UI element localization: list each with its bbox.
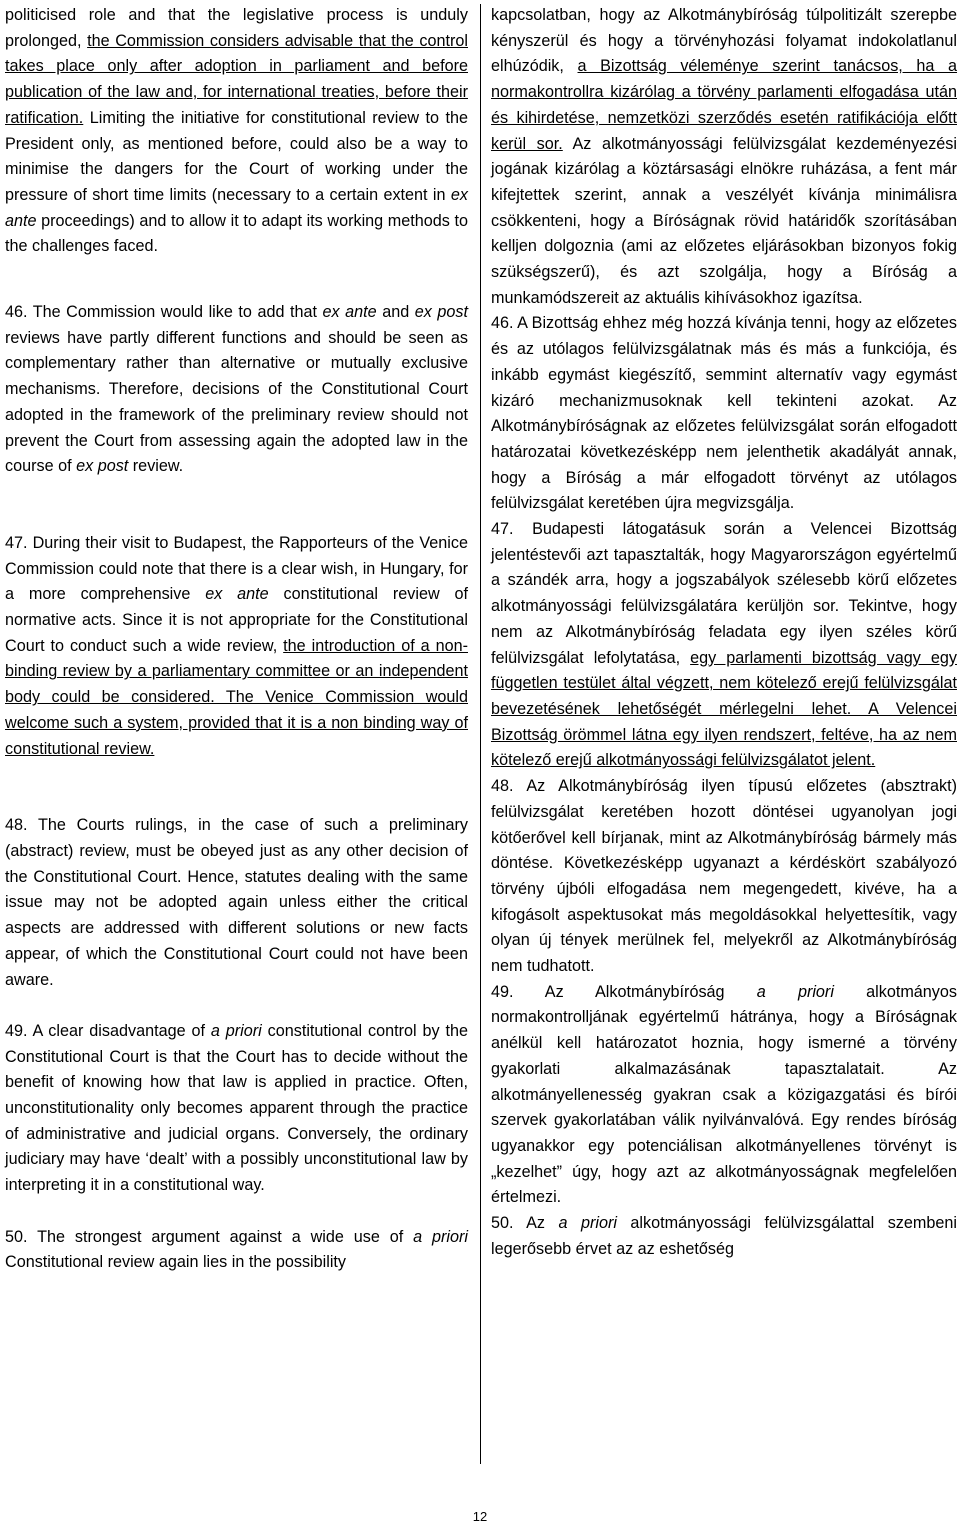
text-run: a Bizottság véleménye szerint tanácsos, ha a normakontrollra kizárólag a törvény parlamenti elfogadása után és kihirdetése, nemzetközi szerződés esetén ratifikációja előtt kerül sor. <box>491 57 958 153</box>
text-run: a priori <box>210 1021 262 1040</box>
text-run: a priori <box>558 1214 617 1233</box>
text-run: reviews have partly different functions and should be seen as complementary rather than alternative or mutually exclusive mechanisms. Therefore, decisions of the Constitutional Court adopted in the framework of the preliminary review should not prevent the Court from assessing again the adopted law in the course of <box>5 328 468 476</box>
paragraph-hu-continued <box>491 3 957 311</box>
text-run: 49. Az Alkotmánybíróság <box>491 982 757 1001</box>
text-run: ex post <box>414 303 468 322</box>
text-run: 46. The Commission would like to add that <box>5 303 323 322</box>
paragraph-hu-47 <box>491 517 957 774</box>
text-run: 50. Az <box>491 1214 559 1233</box>
paragraph-en-46 <box>5 300 468 480</box>
text-run: Az alkotmányossági felülvizsgálat kezdeményezési jogának kizárólag a köztársasági elnökre ruházása, a fent már kifejtettek szerint, annak a veszélyét kívánja minimálisra csökkenteni, hogy a Bíróságnak rövid határidők szorításában kelljen dolgoznia (ami az előzetes eljárásokban bizonyos fokig szükségszerű), és azt szolgálja, hogy a Bíróság a munkamódszereit az aktuális kihívásokhoz igazítsa. <box>491 134 957 307</box>
text-run: kapcsolatban, hogy az Alkotmánybíróság túlpolitizált szerepbe kényszerül és hogy a törvényhozási folyamat indokolatlanul elhúzódik, <box>491 6 957 76</box>
text-run: ex post <box>76 457 129 476</box>
english-column <box>5 3 468 1276</box>
text-run: ex ante <box>205 585 269 604</box>
text-run: 50. The strongest argument against a wide use of <box>5 1227 414 1246</box>
paragraph-hu-48 <box>491 774 957 980</box>
text-run: a priori <box>413 1227 468 1246</box>
text-run: review. <box>128 457 184 476</box>
text-run: ex ante <box>322 303 377 322</box>
text-run: 47. During their visit to Budapest, the Rapporteurs of the Venice Commission could note that there is a clear wish, in Hungary, for a more comprehensive <box>5 533 468 604</box>
paragraph-en-48 <box>5 813 468 993</box>
paragraph-en-continued <box>5 3 468 260</box>
text-run: alkotmányos normakontrolljának egyértelmű hátránya, hogy a Bíróságnak anélkül kell határozatot hoznia, hogy ismerné a törvény gyakorlati alkalmazásának tapasztalatait. Az alkotmányellenesség gyakran csak a közigazgatási és bírói szervek gyakorlatában válik nyilvánvalóvá. Egy rendes bíróság ugyanakkor egy potenciálisan alkotmányellenes törvényt is „kezelhet” úgy, hogy azt az alkotmányosságnak megfelelően értelmezi. <box>491 982 958 1207</box>
text-run: constitutional control by the Constitutional Court is that the Court has to decide without the benefit of knowing how that law is applied in practice. Often, unconstitutionality only becomes apparent through the practice of administrative and judicial organs. Conversely, the ordinary judiciary may have ‘dealt’ with a possibly unconstitutional law by interpreting it in a constitutional way. <box>5 1021 468 1195</box>
hungarian-column <box>491 3 957 1262</box>
text-run: egy parlamenti bizottság vagy egy független testület által végzett, nem kötelező erejű felülvizsgálat bevezetésének lehetőségét mérlegelni lehet. A Velencei Bizottság örömmel látna egy ilyen rendszert, feltéve, ha az nem kötelező erejű alkotmányossági felülvizsgálatot jelent. <box>491 648 957 770</box>
text-run: Constitutional review again lies in the possibility <box>5 1253 347 1272</box>
paragraph-hu-50 <box>491 1211 957 1262</box>
text-run: the Commission considers advisable that the control takes place only after adoption in parliament and before publication of the law and, for international treaties, before their ratification. <box>5 31 468 127</box>
text-run: 47. Budapesti látogatásuk során a Velencei Bizottság jelentéstevői azt tapasztalták, hogy Magyarországon egyértelmű a szándék arra, hogy a jogszabályok szélesebb körű előzetes alkotmányossági felülvizsgálatára kerüljön sor. Tekintve, hogy nem az Alkotmánybíróság feladata egy ilyen széles körű felülvizsgálat lefolytatása, <box>491 520 957 667</box>
paragraph-hu-49 <box>491 980 957 1211</box>
text-run: the introduction of a non-binding review by a parliamentary committee or an independent body could be considered. The Venice Commission would welcome such a system, provided that it is a non binding way of constitutional review. <box>5 636 468 758</box>
text-run: 46. A Bizottság ehhez még hozzá kívánja tenni, hogy az előzetes és az utólagos felülvizsgálatnak más és más a funkciója, és inkább egymást kiegészítő, semmint alternatív vagy egymást kizáró mechanizmusoknak kell tekinteni azokat. Az Alkotmánybíróságnak az előzetes felülvizsgálat során elfogadott határozatai következésképp nem jelenthetik akadályát annak, hogy a Bíróság a már elfogadott törvényt az utólagos felülvizsgálat keretében újra megvizsgálja. <box>491 314 957 513</box>
text-run: constitutional review of normative acts. Since it is not appropriate for the Constitutional Court to conduct such a wide review, <box>5 585 468 655</box>
page-number: 12 <box>472 1509 488 1524</box>
text-run: and <box>376 303 415 322</box>
text-run: politicised role and that the legislative process is unduly prolonged, <box>5 6 468 50</box>
column-divider <box>480 4 481 1464</box>
text-run: 48. Az Alkotmánybíróság ilyen típusú előzetes (absztrakt) felülvizsgálat keretében hozott döntései ugyanolyan jogi kötőerővel kell bírjanak, mint az Alkotmánybíróság bármely más döntése. Következésképp ugyanazt a kérdéskört szabályozó törvény újbóli elfogadása nem megengedett, kivéve, ha a kifogásolt aspektusokat más megoldásokkal helyettesítik, vagy olyan új tények merülnek fel, melyekről az Alkotmánybíróság nem tudhatott. <box>491 777 957 976</box>
text-run: ex ante <box>5 185 468 230</box>
text-run: 48. The Courts rulings, in the case of such a preliminary (abstract) review, must be obeyed just as any other decision of the Constitutional Court. Hence, statutes dealing with the same issue may not be adopted again unless either the critical aspects are addressed with different solutions or new facts appear, of which the Constitutional Court could not have been aware. <box>5 816 468 989</box>
text-run: alkotmányossági felülvizsgálattal szembeni legerősebb érvet az az eshetőség <box>491 1214 957 1258</box>
text-run: Limiting the initiative for constitutional review to the President only, as mentioned before, could also be a way to minimise the dangers for the Court of working under the pressure of short time limits (necessary to a certain extent in <box>5 108 468 204</box>
paragraph-en-49 <box>5 1019 468 1199</box>
paragraph-en-47 <box>5 531 468 762</box>
paragraph-hu-46 <box>491 311 957 517</box>
paragraph-en-50 <box>5 1225 468 1276</box>
text-run: 49. A clear disadvantage of <box>5 1021 211 1040</box>
text-run: a priori <box>756 982 834 1001</box>
text-run: proceedings) and to allow it to adapt its working methods to the challenges faced. <box>5 211 468 256</box>
